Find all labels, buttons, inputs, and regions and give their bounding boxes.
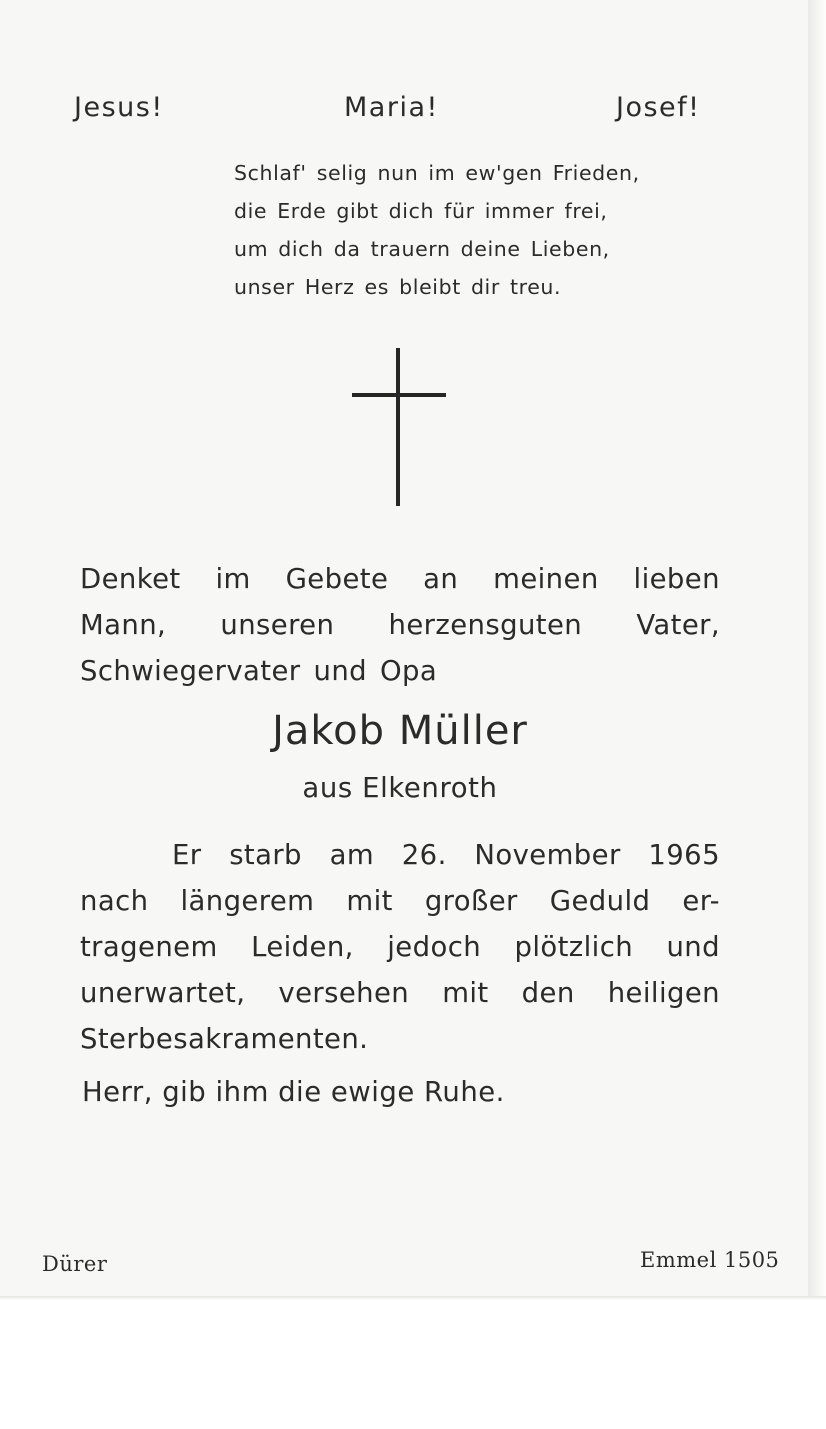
word: nach (80, 885, 149, 917)
word: Sterbesakramenten. (80, 1023, 369, 1055)
word: mit (346, 885, 393, 917)
intro-line (80, 556, 720, 602)
word: Opa (380, 655, 438, 687)
header-josef: Josef! (616, 92, 701, 123)
word: plötzlich (514, 931, 634, 963)
word: unerwartet, (80, 977, 246, 1009)
memorial-verse (234, 154, 640, 306)
word: starb (229, 839, 302, 871)
word: unseren (220, 609, 335, 641)
deceased-name: Jakob Müller (272, 708, 528, 754)
cross-icon-vertical (396, 348, 400, 506)
word: meinen (493, 563, 599, 595)
word: 26. (401, 839, 447, 871)
intro-paragraph (80, 556, 720, 694)
death-line (80, 1016, 720, 1062)
card-bottom-edge (0, 1296, 826, 1300)
card-edge-shadow (808, 0, 826, 1300)
word: lieben (633, 563, 720, 595)
word: an (423, 563, 459, 595)
header-jesus: Jesus! (74, 92, 164, 123)
word: November (474, 839, 621, 871)
word: und (666, 931, 720, 963)
verse-line: unser Herz es bleibt dir treu. (234, 275, 562, 299)
header-maria: Maria! (344, 92, 439, 123)
word: Denket (80, 563, 181, 595)
word: Leiden, (251, 931, 354, 963)
word: und (313, 655, 367, 687)
word: tragenem (80, 931, 218, 963)
death-line (80, 924, 720, 970)
intro-line (80, 648, 720, 694)
word: mit (442, 977, 489, 1009)
word: längerem (180, 885, 315, 917)
word: Er (172, 839, 202, 871)
deceased-origin: aus Elkenroth (302, 772, 498, 804)
death-line (80, 878, 720, 924)
word: am (329, 839, 375, 871)
death-line (80, 970, 720, 1016)
footer-print-number: Emmel 1505 (640, 1248, 780, 1272)
death-line (80, 832, 720, 878)
verse-line: Schlaf' selig nun im ew'gen Frieden, (234, 161, 640, 185)
word: versehen (278, 977, 410, 1009)
word: den (521, 977, 575, 1009)
word: herzensguten (388, 609, 583, 641)
word: großer (424, 885, 518, 917)
closing-prayer: Herr, gib ihm die ewige Ruhe. (82, 1076, 505, 1108)
word: jedoch (387, 931, 482, 963)
verse-line: um dich da trauern deine Lieben, (234, 237, 610, 261)
word: Schwiegervater (80, 655, 301, 687)
death-notice (80, 832, 720, 1062)
word: Gebete (285, 563, 389, 595)
word: Mann, (80, 609, 167, 641)
word: Geduld (549, 885, 651, 917)
word: heiligen (607, 977, 720, 1009)
footer-artist: Dürer (42, 1252, 108, 1276)
word: Vater, (636, 609, 720, 641)
verse-line: die Erde gibt dich für immer frei, (234, 199, 608, 223)
word: er- (682, 885, 720, 917)
word: 1965 (648, 839, 720, 871)
word: im (215, 563, 251, 595)
intro-line (80, 602, 720, 648)
cross-icon-horizontal (352, 393, 446, 397)
